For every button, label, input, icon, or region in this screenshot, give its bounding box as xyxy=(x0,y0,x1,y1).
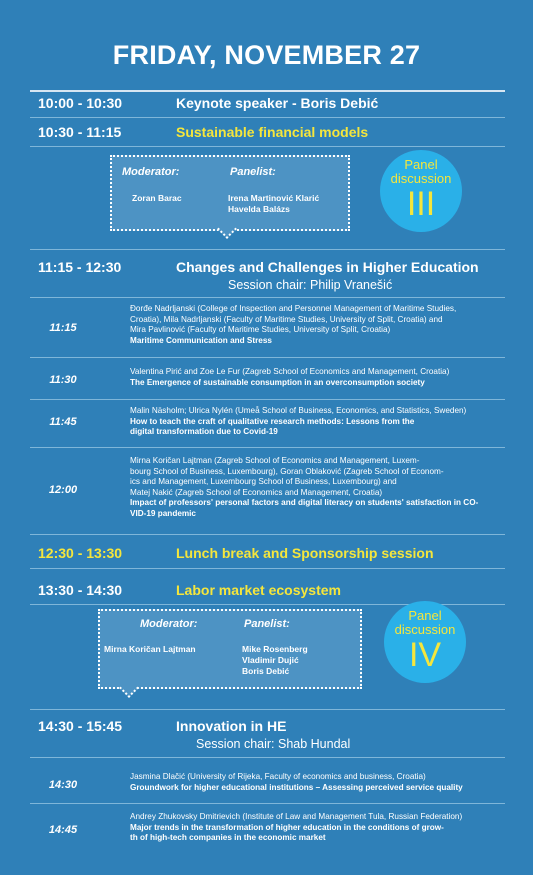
session-title: Keynote speaker - Boris Debić xyxy=(176,95,379,111)
panelist-name: Havelda Balázs xyxy=(228,204,290,214)
talk-title: Maritime Communication and Stress xyxy=(130,335,272,345)
talk-title: How to teach the craft of qualitative research methods: Lessons from the xyxy=(130,416,415,426)
page-title: FRIDAY, NOVEMBER 27 xyxy=(112,40,421,70)
panelist-name: Mike Rosenberg xyxy=(242,644,308,654)
session-chair: Session chair: Philip Vranešić xyxy=(228,278,393,292)
talk-time: 11:45 xyxy=(49,416,77,428)
moderator-label: Moderator: xyxy=(122,166,180,178)
talk-entry xyxy=(130,772,500,793)
session-time: 11:15 - 12:30 xyxy=(38,259,122,275)
talk-title: VID-19 pandemic xyxy=(130,508,196,518)
talk-authors: bourg School of Business, Luxembourg), Goran Oblaković (Zagreb School of Econom- xyxy=(130,466,444,476)
talk-entry xyxy=(130,367,500,388)
talk-time: 14:45 xyxy=(48,824,78,836)
panel-box xyxy=(110,155,350,231)
divider xyxy=(30,568,505,569)
talk-entry xyxy=(130,812,500,844)
panelist-name: Vladimir Dujić xyxy=(242,655,299,665)
talk-title: digital transformation due to Covid-19 xyxy=(130,427,278,436)
session-time: 14:30 - 15:45 xyxy=(38,718,123,734)
divider xyxy=(30,757,505,758)
session-time: 12:30 - 13:30 xyxy=(38,545,123,561)
talk-authors: Mira Pavlinović (Faculty of Maritime Studies, University of Split, Croatia) xyxy=(130,325,391,334)
divider xyxy=(30,249,505,250)
moderator-name: Zoran Barac xyxy=(132,193,182,203)
talk-title: The Emergence of sustainable consumption in an overconsumption society xyxy=(130,377,425,387)
talk-time: 11:15 xyxy=(49,322,77,334)
panel-badge xyxy=(380,150,462,232)
panelist-label: Panelist: xyxy=(230,166,276,178)
talk-title: Major trends in the transformation of higher education in the conditions of grow- xyxy=(130,822,444,832)
panel-badge xyxy=(384,601,466,683)
talk-authors: Đorđe Nadrljanski (College of Inspection and Personnel Management of Maritime Studies, xyxy=(130,304,457,313)
divider xyxy=(30,297,505,298)
session-chair: Session chair: Shab Hundal xyxy=(196,737,351,751)
talk-authors: Andrey Zhukovsky Dmitrievich (Institute of Law and Management Tula, Russian Federation) xyxy=(130,812,463,821)
talk-authors: Malin Näsholm; Ulrica Nylén (Umeå School of Business, Economics, and Statistics, Sweden) xyxy=(130,406,467,415)
session-title: Innovation in HE xyxy=(176,718,287,734)
talk-title: th of high-tech companies in the economic market xyxy=(130,833,326,842)
box-pointer xyxy=(217,219,237,239)
session-title: Sustainable financial models xyxy=(176,124,369,140)
panel-number: III xyxy=(406,185,436,223)
talk-title: Groundwork for higher educational institutions – Assessing perceived service quality xyxy=(130,782,463,792)
session-title: Lunch break and Sponsorship session xyxy=(176,545,434,561)
talk-entry xyxy=(130,456,500,519)
panel-number: IV xyxy=(408,636,442,674)
divider xyxy=(30,117,505,118)
talk-time: 14:30 xyxy=(48,779,78,791)
session-title: Labor market ecosystem xyxy=(176,582,341,598)
divider xyxy=(30,447,505,448)
moderator-name: Mirna Koričan Lajtman xyxy=(104,644,196,654)
talk-title: Impact of professors' personal factors and digital literacy on students' satisfaction in CO- xyxy=(130,498,479,507)
divider xyxy=(30,146,505,147)
talk-entry xyxy=(130,304,500,346)
panelist-label: Panelist: xyxy=(244,618,290,630)
box-pointer xyxy=(119,678,139,698)
talk-authors: Jasmina Dlačić (University of Rijeka, Faculty of economics and business, Croatia) xyxy=(130,772,426,781)
session-title: Changes and Challenges in Higher Education xyxy=(176,259,479,275)
talk-authors: Mirna Koričan Lajtman (Zagreb School of Economics and Management, Luxem- xyxy=(130,456,420,465)
talk-authors: Matej Nakić (Zagreb School of Economics and Management, Croatia) xyxy=(130,487,383,497)
talk-time: 12:00 xyxy=(48,484,78,496)
divider xyxy=(30,90,505,92)
panelist-name: Boris Debić xyxy=(242,666,290,676)
talk-authors: Croatia), Mila Nadrljanski (Faculty of Maritime Studies, University of Split, Croatia) and xyxy=(130,314,443,324)
moderator-label: Moderator: xyxy=(140,618,198,630)
panel-label: Panel discussion xyxy=(390,157,452,186)
talk-authors: ics and Management, Luxembourg School of Business, Luxembourg) and xyxy=(130,477,397,486)
session-time: 13:30 - 14:30 xyxy=(38,582,123,598)
panelist-name: Irena Martinović Klarić xyxy=(228,193,320,203)
divider xyxy=(30,803,505,804)
talk-time: 11:30 xyxy=(49,374,77,386)
talk-authors: Valentina Pirić and Zoe Le Fur (Zagreb School of Economics and Management, Croatia) xyxy=(130,367,450,376)
talk-entry xyxy=(130,406,500,438)
panel-label: Panel discussion xyxy=(394,608,456,637)
divider xyxy=(30,399,505,400)
session-time: 10:30 - 11:15 xyxy=(38,124,122,140)
session-time: 10:00 - 10:30 xyxy=(38,95,123,111)
divider xyxy=(30,709,505,710)
divider xyxy=(30,534,505,535)
panel-box xyxy=(98,609,362,689)
divider xyxy=(30,357,505,358)
